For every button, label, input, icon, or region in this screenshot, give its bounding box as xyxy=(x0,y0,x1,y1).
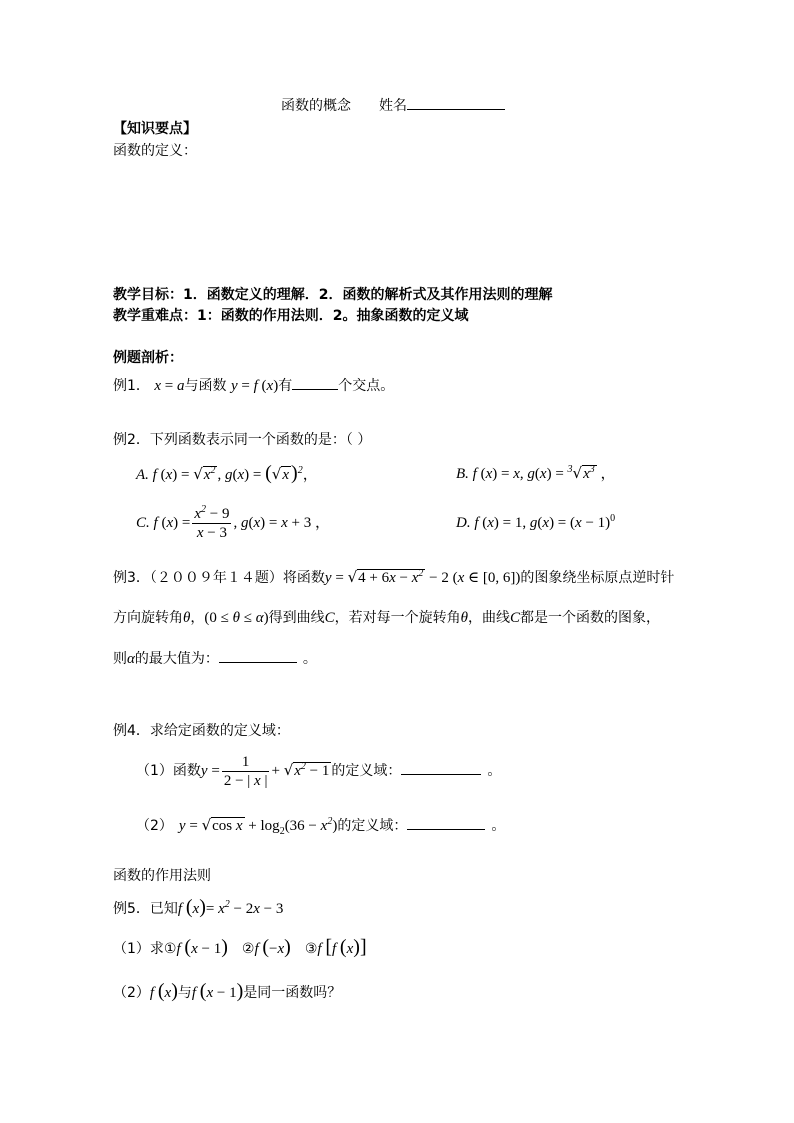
option-a: A. f $(x) = √x^2$ , g(x) = (√x )$^2$， xyxy=(136,462,318,484)
example-4-part-2: （2） y = √cos $x + \log_2(36 - x^2)$的定义域： 。 xyxy=(136,816,506,837)
example-3-line-3: 则α的最大值为： 。 xyxy=(113,651,317,667)
ex1-text-a: 与函数 xyxy=(184,378,227,394)
ex5-q2-b: 与 xyxy=(177,985,192,1001)
ex4-p1-c: 。 xyxy=(487,763,502,779)
example-5-question-1: （1）求①f (x − 1) ②f (−x) ③f [f (x)] xyxy=(113,936,367,958)
definition-label: 函数的定义： xyxy=(113,143,197,159)
title-text: 函数的概念 xyxy=(281,98,351,114)
teaching-goals: 教学目标：1．函数定义的理解．2．函数的解析式及其作用法则的理解 xyxy=(113,287,553,303)
ex5-q1-c: ③ xyxy=(304,941,318,957)
example-4-part-1: （1）函数y = $\frac{1}{2 - | x |}$ + $√x^2 - 1$ 的定义域： 。 xyxy=(136,753,502,789)
ex3-line2-b: ， xyxy=(190,610,205,626)
ex4-p2-c: 。 xyxy=(491,818,506,834)
ex4-p2-b: 的定义域： xyxy=(337,818,408,834)
ex5-q1-b: ② xyxy=(241,941,255,957)
ex5-q2-c: 是同一函数吗？ xyxy=(243,985,342,1001)
ex4-blank-1 xyxy=(401,762,481,775)
ex3-line2-c: 得到曲线 xyxy=(268,610,325,626)
ex3-function: $y = √4 + 6x - x^2 - 2$ (x ∈ [0, 6]) xyxy=(324,568,521,586)
option-c-fraction: $\frac{x^2 - 9}{x - 3}$ xyxy=(194,504,230,542)
ex3-blank xyxy=(219,650,297,663)
option-b: B. f (x) = x, $g(x) = ^3√x^3$ ， xyxy=(456,464,616,482)
section-knowledge: 【知识要点】 xyxy=(113,121,197,137)
page-title xyxy=(281,97,505,115)
ex1-text-c: 个交点。 xyxy=(338,378,395,394)
example-2: 例2．下列函数表示同一个函数的是：（ ） xyxy=(113,432,372,448)
ex3-line1-b: 的图象绕坐标原点逆时针 xyxy=(520,570,675,586)
ex5-q1-a: （1）求① xyxy=(113,941,177,957)
ex3-line3-c: 。 xyxy=(302,651,317,667)
ex1-blank xyxy=(292,377,338,390)
ex5-label: 例5．已知 xyxy=(113,901,178,917)
name-label: 姓名 xyxy=(379,98,407,114)
example-3-line-2: 方向旋转角θ，(0 ≤ θ ≤ α)得到曲线C，若对每一个旋转角θ，曲线C都是一个函数的图象， xyxy=(113,610,660,626)
rule-heading: 函数的作用法则 xyxy=(113,868,211,884)
ex1-eq-yfx: y = f (x) xyxy=(230,378,279,394)
ex3-line2-e: ，曲线 xyxy=(467,610,510,626)
ex4-blank-2 xyxy=(407,817,485,830)
ex4-fraction: $\frac{1}{2 - | x |}$ xyxy=(223,753,268,789)
option-d: D. f (x) = 1, $g(x) = (x - 1)^0$ xyxy=(456,513,616,531)
ex4-p2-a: （2） xyxy=(136,818,173,834)
name-blank xyxy=(407,97,505,110)
ex5-q2-a: （2） xyxy=(113,985,150,1001)
ex1-eq-xa: x = a xyxy=(154,378,185,394)
ex3-line2-d: ，若对每一个旋转角 xyxy=(334,610,461,626)
analysis-label: 例题剖析： xyxy=(113,350,183,366)
ex4-p1-b: 的定义域： xyxy=(331,763,402,779)
ex4-p1-a: （1）函数 xyxy=(136,763,201,779)
option-c: C. f (x) = $\frac{x^2 - 9}{x - 3}$ , g(x) = x + 3 ， xyxy=(136,504,330,542)
example-5-question-2: （2）f (x)与f (x − 1)是同一函数吗？ xyxy=(113,980,342,1002)
example-1 xyxy=(113,377,394,395)
ex3-line1-a: 例3．（２００９年１４题）将函数 xyxy=(113,570,325,586)
example-5: 例5．已知f $(x)= x^2 - 2x - 3$ xyxy=(113,896,284,918)
ex1-text-b: 有 xyxy=(278,378,293,394)
example-4: 例4．求给定函数的定义域： xyxy=(113,723,290,739)
key-points: 教学重难点：1：函数的作用法则．2。抽象函数的定义域 xyxy=(113,308,469,324)
ex3-line2-f: 都是一个函数的图象， xyxy=(520,610,660,626)
ex3-line3-b: 的最大值为： xyxy=(134,651,219,667)
example-3-line-1 xyxy=(113,568,674,587)
ex3-line2-a: 方向旋转角 xyxy=(113,610,183,626)
ex3-line3-a: 则 xyxy=(113,651,127,667)
ex1-label: 例1． xyxy=(113,378,150,394)
